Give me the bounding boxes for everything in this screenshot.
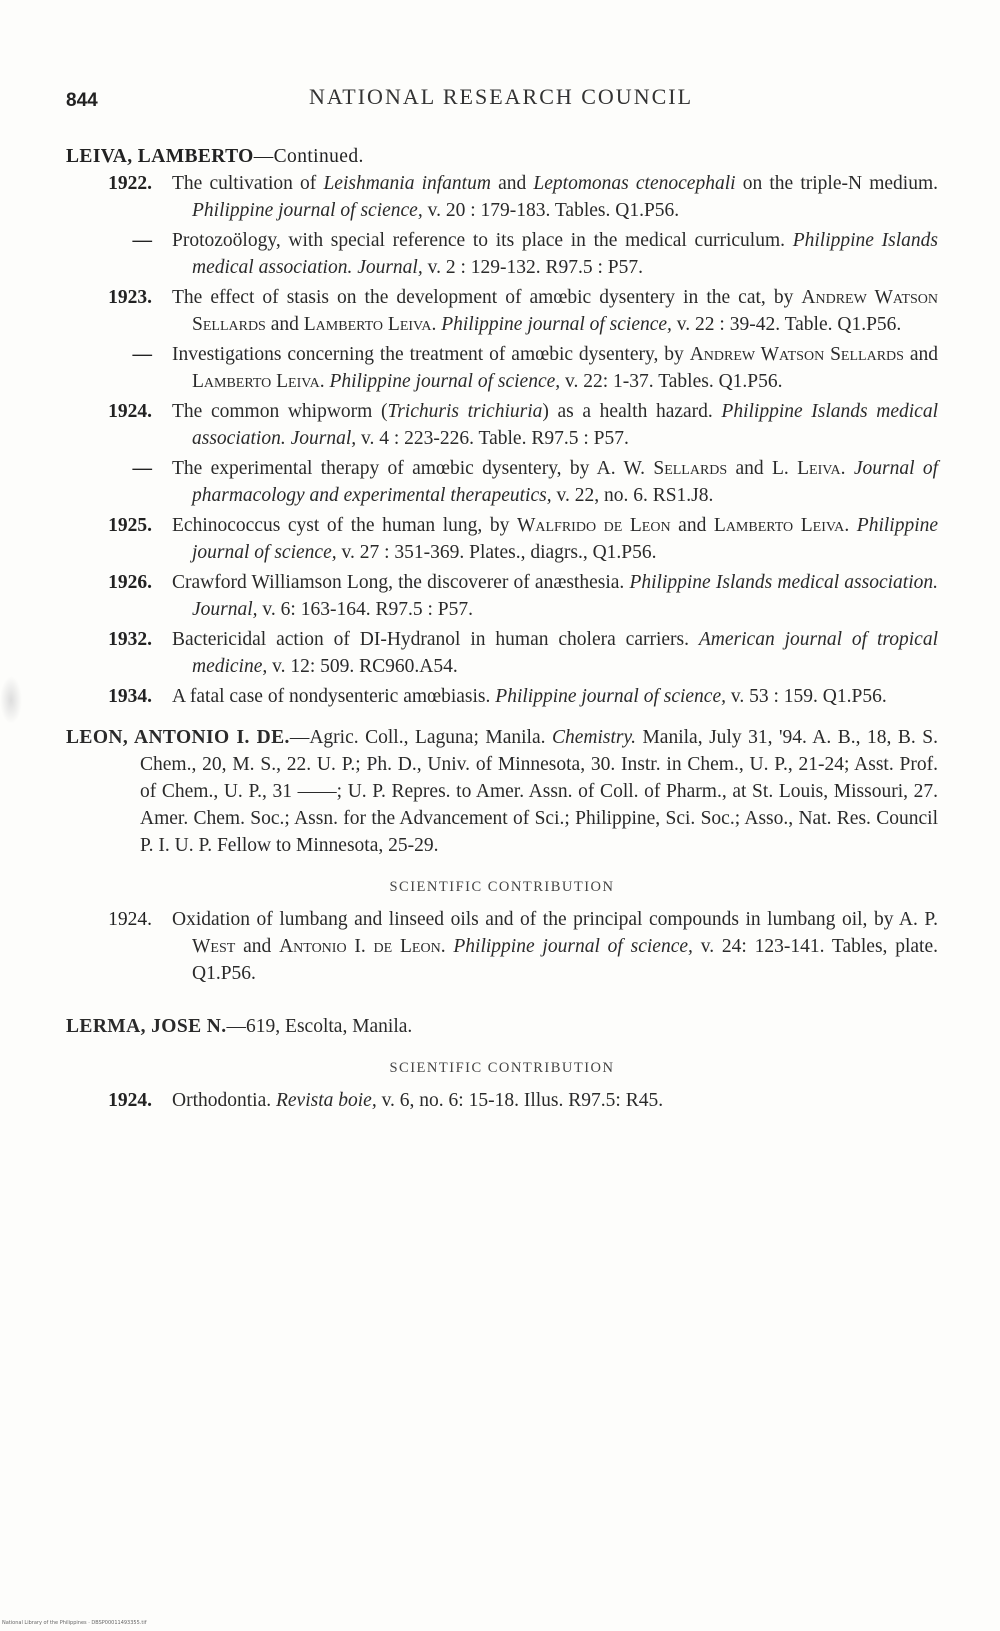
- section-title: SCIENTIFIC CONTRIBUTION: [389, 1060, 615, 1076]
- publication-year: 1922.: [108, 173, 152, 194]
- publication-item: [66, 906, 938, 987]
- publication-year: —: [132, 344, 152, 365]
- publication-citation: The experimental therapy of amœbic dysentery, by A. W. Sellards and L. Leiva. Journal of pharmacology and experimental therapeutics, v. 22, no. 6. RS1.J8.: [172, 458, 939, 506]
- entry-heading: [66, 143, 938, 170]
- running-title: NATIONAL RESEARCH COUNCIL: [308, 84, 694, 109]
- publication-citation: The common whipworm (Trichuris trichiuria) as a health hazard. Philippine Islands medical association. Journal, v. 4 : 223-226. Table. R97.5 : P57.: [172, 401, 938, 449]
- publication-year: 1926.: [108, 572, 152, 593]
- page-number: 844: [66, 90, 98, 111]
- author-name: LERMA, JOSE N.: [66, 1016, 227, 1037]
- publication-citation: The effect of stasis on the development of amœbic dysentery in the cat, by Andrew Watson Sellards and Lamberto Leiva. Philippine journal of science, v. 22 : 39-42. Table. Q1.P56.: [172, 287, 939, 335]
- publication-item: [66, 227, 938, 281]
- publication-citation: The cultivation of Leishmania infantum and Leptomonas ctenocephali on the triple-N medium. Philippine journal of science, v. 20 : 179-183. Tables. Q1.P56.: [172, 173, 938, 221]
- publication-citation: Protozoölogy, with special reference to its place in the medical curriculum. Philippine Islands medical association. Journal, v. 2 : 129-132. R97.5 : P57.: [172, 230, 938, 278]
- author-name: LEIVA, LAMBERTO: [66, 146, 254, 167]
- publication-item: [66, 284, 938, 338]
- publication-year: 1932.: [108, 629, 152, 650]
- continued-label: —Continued.: [253, 146, 364, 167]
- publication-citation: Echinococcus cyst of the human lung, by Walfrido de Leon and Lamberto Leiva. Philippine journal of science, v. 27 : 351-369. Plates., diagrs., Q1.P56.: [172, 515, 939, 563]
- publication-citation: Bactericidal action of DI-Hydranol in human cholera carriers. American journal of tropical medicine, v. 12: 509. RC960.A54.: [172, 629, 938, 677]
- publication-citation: Oxidation of lumbang and linseed oils and of the principal compounds in lumbang oil, by A. P. West and Antonio I. de Leon. Philippine journal of science, v. 24: 123-141. Tables, plate. Q1.P56.: [172, 909, 939, 984]
- section-title: SCIENTIFIC CONTRIBUTION: [389, 879, 615, 895]
- publication-item: [66, 341, 938, 395]
- publication-item: [66, 398, 938, 452]
- scan-footer: National Library of the Philippines · DBSP00011493355.tif: [2, 1620, 147, 1626]
- publication-citation: Crawford Williamson Long, the discoverer of anæsthesia. Philippine Islands medical association. Journal, v. 6: 163-164. R97.5 : P57.: [172, 572, 939, 620]
- publication-item: [66, 683, 938, 710]
- publication-item: [66, 512, 938, 566]
- page-content: [66, 143, 938, 1117]
- biography-text: LEON, ANTONIO I. DE.—Agric. Coll., Laguna; Manila. Chemistry. Manila, July 31, '94. A. B., 18, B. S. Chem., 20, M. S., 22. U. P.; Ph. D., Univ. of Minnesota, 30. Instr. in Chem., U. P., 21-24; Asst. Prof. of Chem., U. P., 31 ——; U. P. Repres. to Amer. Assn. of Coll. of Pharm., at St. Louis, Missouri, 27. Amer. Chem. Soc.; Assn. for the Advancement of Sci.; Philippine, Sci. Soc.; Asso., Nat. Res. Council P. I. U. P. Fellow to Minnesota, 25-29.: [66, 727, 938, 856]
- publication-year: 1924.: [108, 401, 152, 422]
- publication-item: [66, 569, 938, 623]
- author-name: LEON, ANTONIO I. DE.: [66, 727, 290, 748]
- paper-blemish: [0, 676, 22, 724]
- entry-leiva: [66, 143, 938, 710]
- publication-year: —: [132, 458, 152, 479]
- entry-lerma: [66, 1013, 938, 1114]
- biography-text: LERMA, JOSE N.—619, Escolta, Manila.: [66, 1016, 413, 1037]
- publication-item: [66, 1087, 938, 1114]
- publication-year: 1924.: [108, 1090, 152, 1111]
- entry-leon: [66, 724, 938, 987]
- publication-item: [66, 170, 938, 224]
- publication-year: 1925.: [108, 515, 152, 536]
- publication-year: 1924.: [108, 909, 152, 930]
- publication-year: 1934.: [108, 686, 152, 707]
- publication-item: [66, 455, 938, 509]
- publication-citation: A fatal case of nondysenteric amœbiasis. Philippine journal of science, v. 53 : 159. Q1.P56.: [172, 686, 887, 707]
- publication-citation: Investigations concerning the treatment of amœbic dysentery, by Andrew Watson Sellards and Lamberto Leiva. Philippine journal of science, v. 22: 1-37. Tables. Q1.P56.: [172, 344, 939, 392]
- publication-year: 1923.: [108, 287, 152, 308]
- page-header: [66, 84, 936, 120]
- publication-year: —: [132, 230, 152, 251]
- publication-citation: Orthodontia. Revista boie, v. 6, no. 6: 15-18. Illus. R97.5: R45.: [172, 1090, 664, 1111]
- publication-item: [66, 626, 938, 680]
